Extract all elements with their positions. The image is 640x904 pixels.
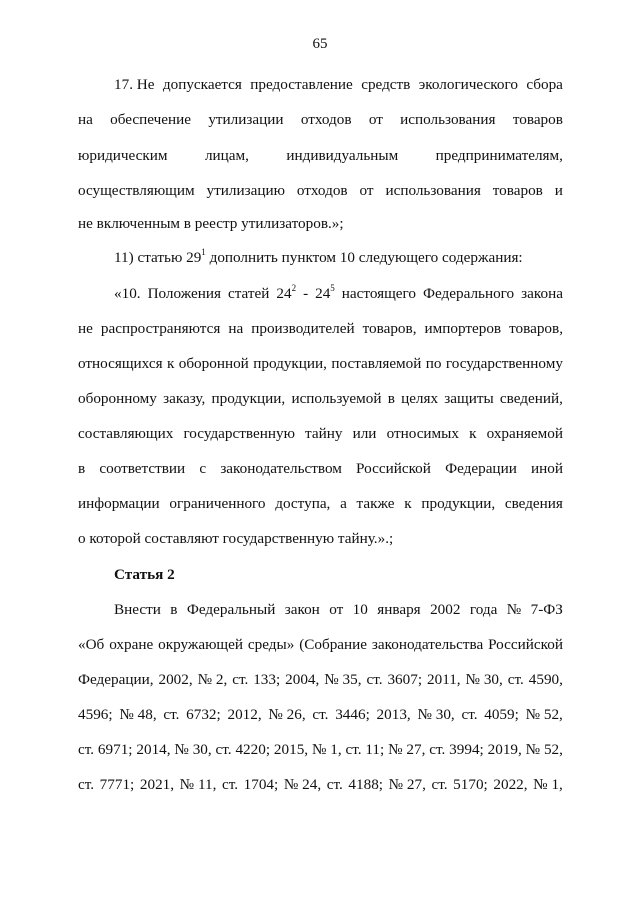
word: 2011, [427,671,461,688]
item-11-suffix: дополнить пунктом 10 следующего содержания: [205,249,523,266]
word: государственную [183,425,295,442]
page-number: 65 [312,36,328,52]
paragraph-17-line-3 [78,146,563,166]
superscript: 2 [291,282,297,293]
word: настоящего [341,285,416,302]
word: сведений, [499,390,563,407]
word: в [387,390,395,407]
word: оборонной [178,355,249,372]
word: законодательства [371,636,484,653]
word: а [340,495,347,512]
superscript: 5 [330,282,335,293]
word: юридическим [78,147,168,164]
word: (Собрание [299,636,368,653]
word: индивидуальным [286,147,399,164]
word: также [356,495,395,512]
word: № 52, [525,741,563,758]
word: охраняемой [486,425,563,442]
word: поставляемой [331,355,422,372]
word: 2013, [376,706,411,723]
word: охране [109,636,154,653]
word: лицам, [204,147,249,164]
word: 2002 [430,601,461,618]
paragraph-10-line-4 [78,389,563,409]
word: осуществляющим [78,182,195,199]
word: от [368,111,383,128]
article-2-line-4 [78,705,563,725]
word: предпринимателям, [435,147,563,164]
word: № 26, [268,706,306,723]
article-2-line-3 [78,670,563,690]
word: № 30, [417,706,455,723]
word: 4220; [235,741,271,758]
word: товаров [492,182,543,199]
word: ст. [215,741,232,758]
word: используемой [291,390,382,407]
word: 2022, [493,776,528,793]
word: 17. Не [114,76,155,93]
word: к [404,495,412,512]
word: доступа, [275,495,331,512]
word: заказу, [163,390,206,407]
word: № 11, [179,776,217,793]
word: 24 [276,285,292,302]
paragraph-10-line-6 [78,459,563,479]
word: № 48, [119,706,157,723]
word: производителей [251,320,355,337]
word: 4596; [78,706,113,723]
paragraph-10-line-3 [78,354,563,374]
word: ст. [232,671,249,688]
word: Федерального [422,285,515,302]
article-ref-24-2 [276,284,296,304]
word: или [352,425,377,442]
word: закон [284,601,320,618]
word: целях [401,390,439,407]
word: государственному [445,355,563,372]
word: Внести [114,601,161,618]
word: с [199,460,207,477]
paragraph-10-line-7 [78,494,563,514]
word: ст. [312,706,329,723]
word: относящихся [78,355,163,372]
word: 3994; [449,741,484,758]
word: использования [385,182,481,199]
word: ст. [78,776,95,793]
word: не [78,320,93,337]
paragraph-10-line-2 [78,319,563,339]
word: № 35, [324,671,362,688]
word: № 2, [197,671,228,688]
word: № 27, [388,741,426,758]
article-2-heading: Статья 2 [114,566,175,583]
word: Российской [356,460,431,477]
word: 6732; [186,706,221,723]
word: «Об [78,636,105,653]
word: допускается [162,76,242,93]
word: информации [78,495,160,512]
word: импортеров [424,320,502,337]
item-11-line [114,248,563,268]
word: года [469,601,498,618]
word: № 30, [465,671,503,688]
word: 4059; [484,706,519,723]
word: Положения [147,285,221,302]
item-11-superscript: 1 [201,246,206,257]
word: ст. [221,776,239,793]
word: по [425,355,442,372]
article-2-line-1 [114,600,563,620]
word: соответствии [99,460,186,477]
word: № 27, [388,776,426,793]
word: ограниченного [169,495,266,512]
word: Федерации, [78,671,154,688]
word: от [359,182,374,199]
word: и [554,182,563,199]
paragraph-17-line-4 [78,181,563,201]
word: законодательством [220,460,342,477]
word: 10 [352,601,368,618]
word: 7771; [99,776,135,793]
paragraph-10-line-5 [78,424,563,444]
word: 2021, [139,776,175,793]
word: 7-ФЗ [530,601,563,618]
word: относимых [386,425,459,442]
article-2-line-6 [78,775,563,795]
word: закона [521,285,563,302]
word: на [228,320,244,337]
word: товаров, [362,320,417,337]
word: № 1, [311,741,342,758]
word: к [469,425,477,442]
word: утилизации [208,111,284,128]
paragraph-10-line-8: о которой составляют государственную тайну.».; [78,530,394,547]
word: 2004, [285,671,320,688]
word: продукции, [253,355,327,372]
word: ст. [163,706,180,723]
word: 3446; [335,706,370,723]
word: тайну [305,425,343,442]
word: отходов [300,111,352,128]
word: 3607; [387,671,423,688]
word: января [377,601,421,618]
word: 6971; [97,741,133,758]
word: № 52, [525,706,563,723]
word: № 30, [174,741,212,758]
word: 133; [253,671,281,688]
word: отходов [296,182,348,199]
word: № [506,601,522,618]
word: 1704; [243,776,279,793]
word: предоставление [250,76,353,93]
word: ст. [429,741,446,758]
word: № 24, [283,776,322,793]
word: обеспечение [110,111,192,128]
word: ст. [326,776,343,793]
word: 4188; [348,776,384,793]
word: ст. [507,671,524,688]
word: товаров, [509,320,563,337]
word: Российской [488,636,563,653]
word: ст. [461,706,478,723]
word: статей [227,285,270,302]
word: к [166,355,175,372]
word: 2019, [487,741,522,758]
word: в [78,460,86,477]
word: ст. [431,776,448,793]
word: распространяются [100,320,221,337]
word: сбора [526,76,563,93]
word: продукции, [421,495,496,512]
word: сведения [504,495,563,512]
word: оборонному [78,390,157,407]
paragraph-17-line-5: не включенным в реестр утилизаторов.»; [78,215,344,232]
word: составляющих [78,425,174,442]
word: 2014, [136,741,171,758]
word: средств [361,76,411,93]
word: 2012, [227,706,262,723]
word: № 1, [533,776,563,793]
word: среды» [247,636,295,653]
word: утилизацию [206,182,285,199]
word: в [170,601,178,618]
word: 2002, [158,671,193,688]
paragraph-10-line-1 [114,284,563,304]
article-2-line-5 [78,740,563,760]
word: 2015, [273,741,309,758]
paragraph-17-line-2 [78,110,563,130]
item-11-prefix: 11) статью 29 [114,249,202,266]
word: ст. [366,671,383,688]
word: Федерации [445,460,517,477]
word: 11; [365,741,385,758]
word: экологического [418,76,518,93]
word: «10. [114,285,141,302]
paragraph-17-line-1 [114,75,563,95]
word: 4590, [528,671,563,688]
word: иной [531,460,563,477]
word: окружающей [158,636,243,653]
word: защиты [444,390,494,407]
word: 24 [315,285,331,302]
word: на [78,111,93,128]
word: продукции, [211,390,286,407]
word: товаров [512,111,563,128]
article-ref-24-5 [315,284,335,304]
article-2-line-2 [78,635,563,655]
word: от [329,601,344,618]
word: 5170; [453,776,488,793]
word: Федеральный [186,601,276,618]
word: - [303,285,309,302]
word: ст. [345,741,362,758]
word: ст. [78,741,95,758]
word: использования [400,111,496,128]
